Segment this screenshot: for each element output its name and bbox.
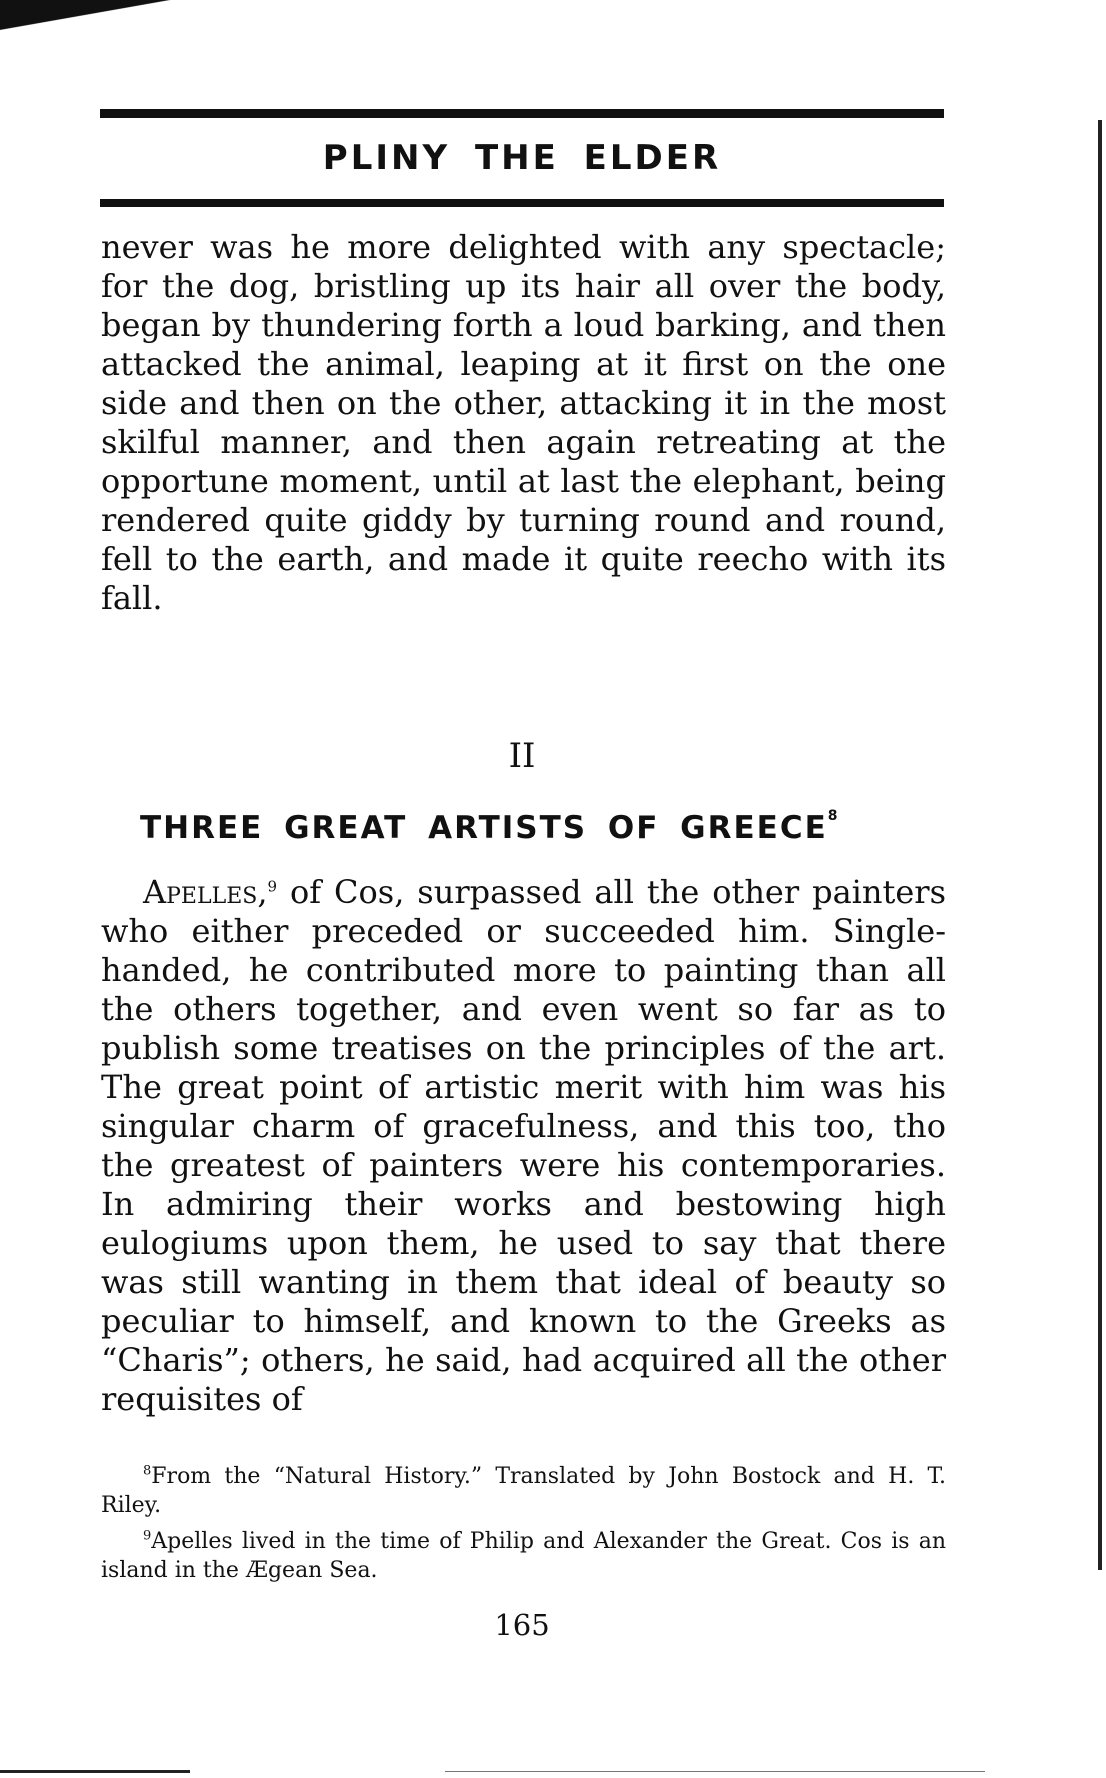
header-rule-bottom: [100, 199, 944, 207]
continued-paragraph: never was he more delighted with any spectacle; for the dog, bristling up its hair all over the body, began by thundering forth a loud barking, and then attacked the animal, leaping at it first on the one side and then on the other, attacking it in the most skilful manner, and then again retreating at the opportune moment, until at last the elephant, being rendered quite giddy by turning round and round, fell to the earth, and made it quite reecho with its fall.: [101, 228, 946, 617]
header-rule-top: [100, 109, 944, 118]
running-head: PLINY THE ELDER: [322, 138, 722, 178]
footnote-ref-8: 8: [827, 808, 840, 824]
scan-page-edge: [1098, 120, 1102, 1570]
footnote-ref-9: 9: [267, 877, 278, 896]
footnote-marker: 8: [143, 1463, 152, 1479]
footnote-8: [101, 1462, 946, 1520]
scan-bottom-edge: [0, 1770, 190, 1773]
footnote-marker: 9: [143, 1528, 152, 1544]
footnote-9: [101, 1527, 946, 1585]
section-number: II: [508, 736, 536, 776]
footnote-text: Apelles lived in the time of Philip and Alexander the Great. Cos is an island in the Ægean Sea.: [101, 1529, 946, 1583]
scan-corner-mark: [0, 0, 240, 42]
footnote-text: From the “Natural History.” Translated by John Bostock and H. T. Riley.: [101, 1464, 946, 1518]
section-title: [140, 810, 944, 846]
scan-bottom-rule: [445, 1771, 985, 1772]
page-number: 165: [494, 1608, 550, 1642]
section-title-text: THREE GREAT ARTISTS OF GREECE: [140, 810, 828, 846]
section-paragraph: [101, 873, 946, 1419]
paragraph-body: of Cos, surpassed all the other painters who either preceded or succeeded him. Single-handed, he contributed more to painting than all the others together, and even went so far as to publish some treatises on the principles of the art. The great point of artistic merit with him was his singular charm of gracefulness, and this too, tho the greatest of painters were his contemporaries. In admiring their works and bestowing high eulogiums upon them, he used to say that there was still wanting in them that ideal of beauty so peculiar to himself, and known to the Greeks as “Charis”; others, he said, had acquired all the other requisites of: [101, 873, 947, 1418]
paragraph-first-word: Apelles,: [143, 873, 268, 911]
